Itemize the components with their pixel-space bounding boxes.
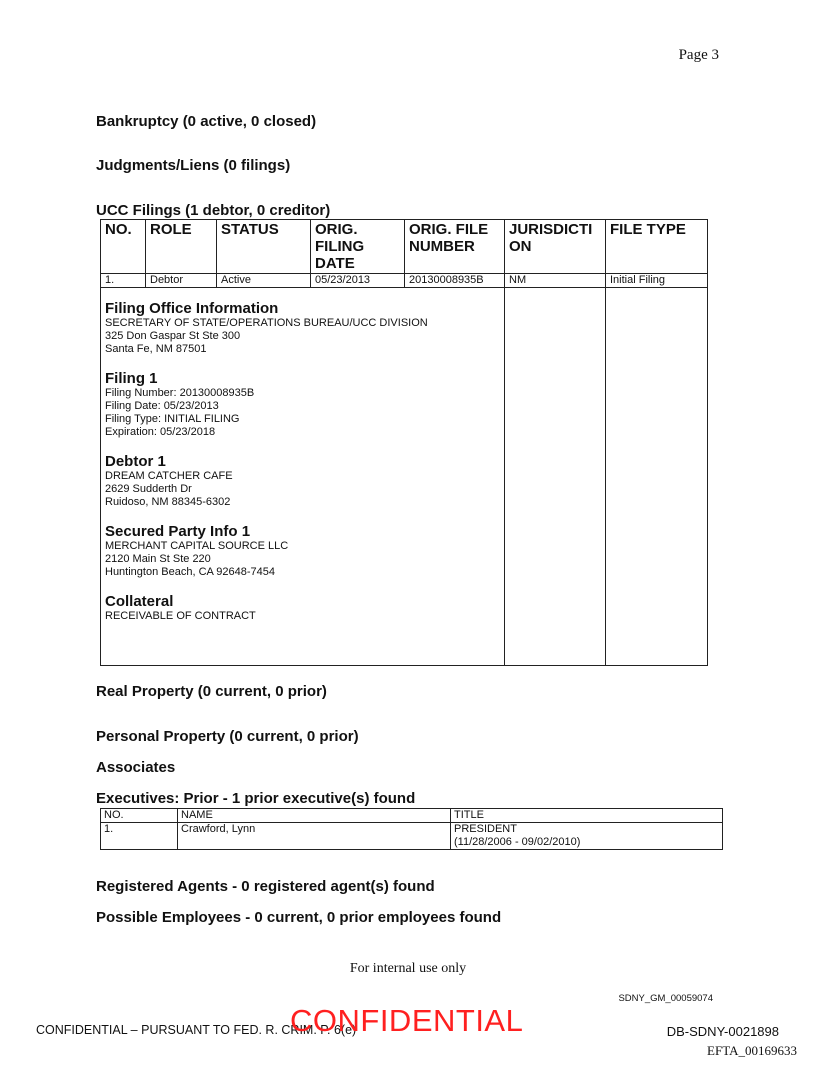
filing-line: Filing Date: 05/23/2013: [105, 400, 219, 412]
filing-office-line: Santa Fe, NM 87501: [105, 343, 207, 355]
ucc-col-no: NO.: [101, 220, 146, 274]
secured-party-line: 2120 Main St Ste 220: [105, 553, 211, 565]
exe-cell-name: Crawford, Lynn: [178, 823, 451, 850]
ucc-empty-cell: [606, 288, 708, 666]
filing-office-block: [105, 300, 500, 356]
debtor-block: [105, 453, 500, 509]
exe-cell-no: 1.: [101, 823, 178, 850]
ucc-cell-file-number: 20130008935B: [405, 274, 505, 288]
executives-heading: Executives: Prior - 1 prior executive(s) found: [96, 790, 416, 807]
ucc-header-row: [101, 220, 708, 274]
ucc-col-role: ROLE: [146, 220, 217, 274]
collateral-line: RECEIVABLE OF CONTRACT: [105, 610, 256, 622]
db-number: DB-SDNY-0021898: [666, 1024, 779, 1039]
sdny-bates-number: SDNY_GM_00059074: [618, 993, 713, 1004]
table-row: [101, 274, 708, 288]
exe-col-title: TITLE: [451, 809, 723, 823]
efta-number: EFTA_00169633: [707, 1043, 797, 1058]
ucc-col-file-type: FILE TYPE: [606, 220, 708, 274]
ucc-cell-no: 1.: [101, 274, 146, 288]
collateral-title: Collateral: [105, 593, 174, 610]
ucc-detail-row: [101, 288, 708, 666]
filing-block: [105, 370, 500, 439]
judgments-heading: Judgments/Liens (0 filings): [96, 157, 291, 174]
ucc-cell-file-type: Initial Filing: [606, 274, 708, 288]
ucc-col-file-number: ORIG. FILE NUMBER: [405, 220, 505, 274]
ucc-cell-role: Debtor: [146, 274, 217, 288]
bankruptcy-heading: Bankruptcy (0 active, 0 closed): [96, 113, 317, 130]
filing-line: Filing Type: INITIAL FILING: [105, 413, 240, 425]
filing-line: Filing Number: 20130008935B: [105, 387, 255, 399]
executives-header-row: [101, 809, 723, 823]
debtor-title: Debtor 1: [105, 453, 166, 470]
ucc-col-jurisdiction: JURISDICTI ON: [505, 220, 606, 274]
ucc-cell-filing-date: 05/23/2013: [311, 274, 405, 288]
secured-party-block: [105, 523, 500, 579]
filing-title: Filing 1: [105, 370, 158, 387]
confidential-notice: CONFIDENTIAL – PURSUANT TO FED. R. CRIM. P. 6(e): [36, 1023, 357, 1037]
ucc-col-filing-date: ORIG. FILING DATE: [311, 220, 405, 274]
debtor-line: DREAM CATCHER CAFE: [105, 470, 233, 482]
ucc-filings-table: [100, 219, 708, 666]
ucc-col-status: STATUS: [217, 220, 311, 274]
internal-use-note: For internal use only: [349, 961, 467, 976]
ucc-empty-cell: [505, 288, 606, 666]
debtor-line: 2629 Sudderth Dr: [105, 483, 192, 495]
collateral-block: [105, 593, 500, 623]
executives-table: [100, 808, 723, 850]
personal-property-heading: Personal Property (0 current, 0 prior): [96, 728, 359, 745]
confidential-stamp: CONFIDENTIAL: [290, 1003, 524, 1038]
registered-agents-heading: Registered Agents - 0 registered agent(s) found: [96, 878, 435, 895]
real-property-heading: Real Property (0 current, 0 prior): [96, 683, 327, 700]
ucc-cell-jurisdiction: NM: [505, 274, 606, 288]
secured-party-line: MERCHANT CAPITAL SOURCE LLC: [105, 540, 289, 552]
exe-cell-title: [451, 823, 723, 850]
filing-line: Expiration: 05/23/2018: [105, 426, 216, 438]
exe-title-text: PRESIDENT: [454, 823, 517, 835]
ucc-cell-status: Active: [217, 274, 311, 288]
filing-office-title: Filing Office Information: [105, 300, 279, 317]
secured-party-line: Huntington Beach, CA 92648-7454: [105, 566, 276, 578]
possible-employees-heading: Possible Employees - 0 current, 0 prior employees found: [96, 909, 502, 926]
ucc-heading: UCC Filings (1 debtor, 0 creditor): [96, 202, 331, 219]
page-number: Page 3: [678, 47, 719, 63]
filing-office-line: SECRETARY OF STATE/OPERATIONS BUREAU/UCC DIVISION: [105, 317, 428, 329]
exe-col-name: NAME: [178, 809, 451, 823]
exe-title-dates: (11/28/2006 - 09/02/2010): [454, 836, 581, 848]
debtor-line: Ruidoso, NM 88345-6302: [105, 496, 231, 508]
table-row: [101, 823, 723, 850]
ucc-detail-cell: [101, 288, 505, 666]
exe-col-no: NO.: [101, 809, 178, 823]
filing-office-line: 325 Don Gaspar St Ste 300: [105, 330, 241, 342]
secured-party-title: Secured Party Info 1: [105, 523, 251, 540]
associates-heading: Associates: [96, 759, 176, 776]
